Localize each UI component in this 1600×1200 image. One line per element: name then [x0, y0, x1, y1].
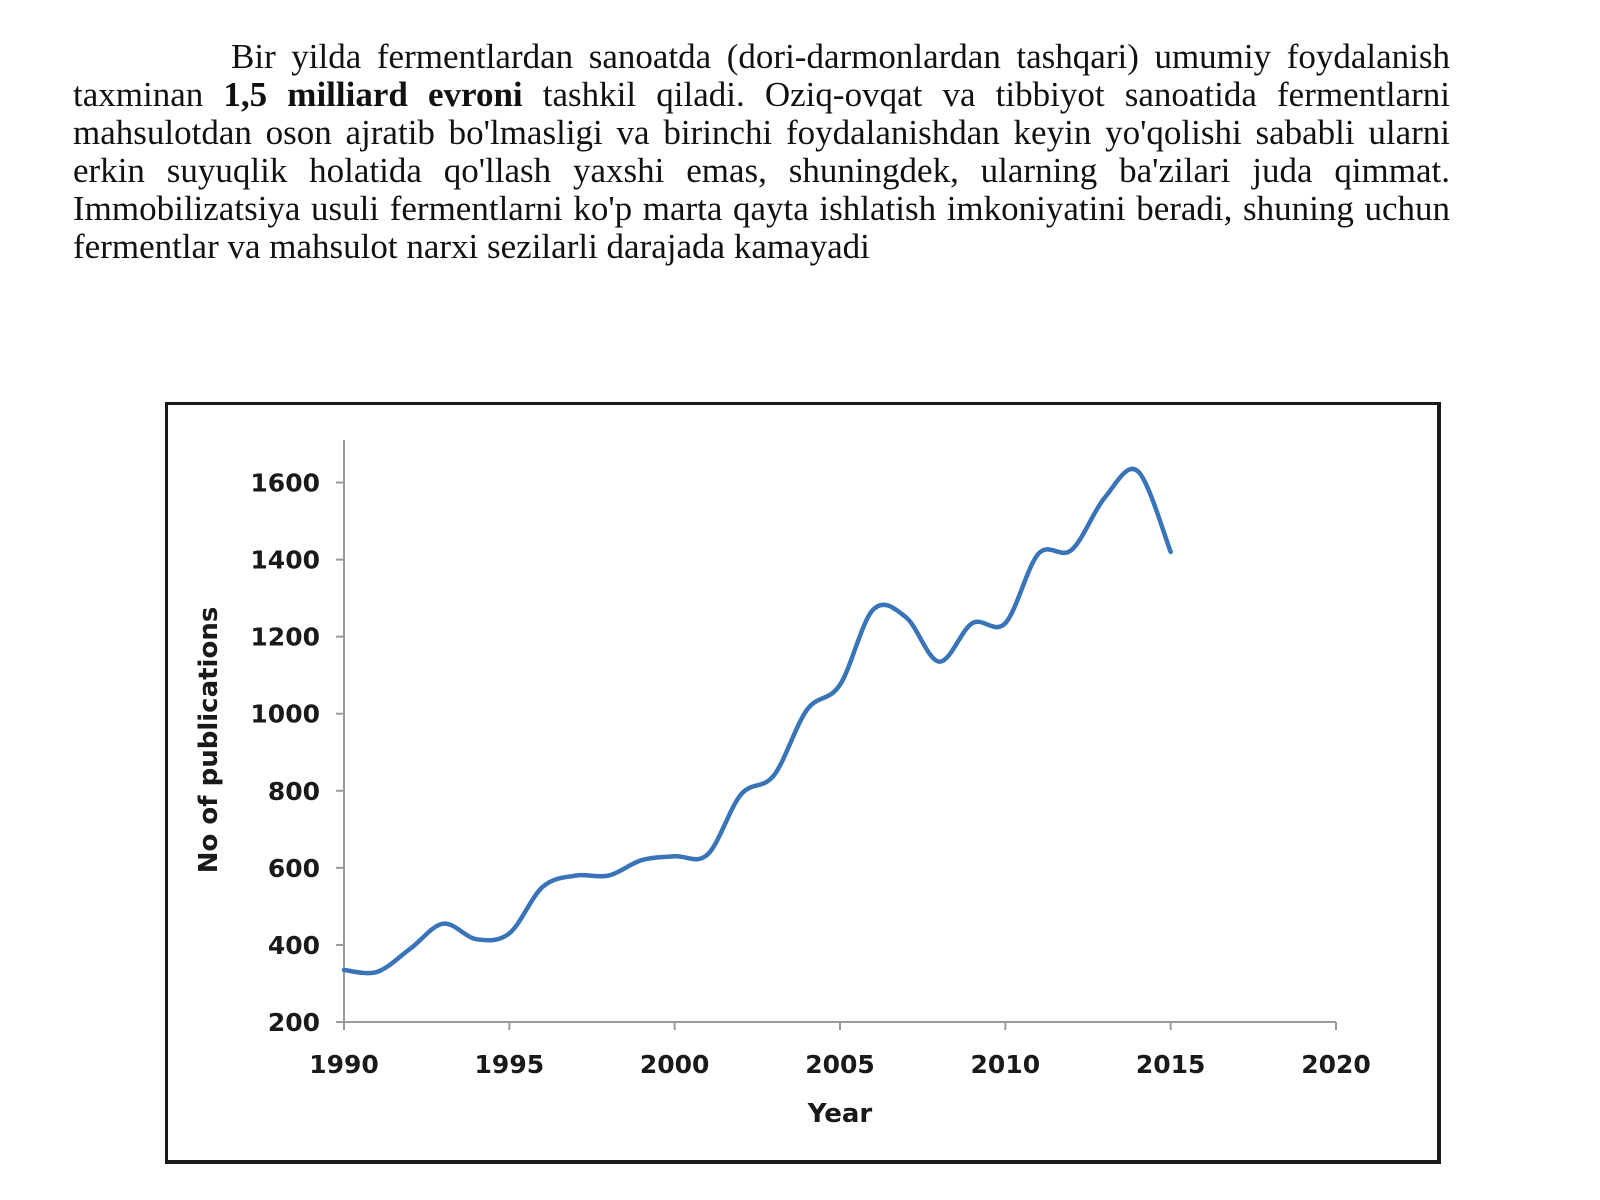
paragraph-text-1: Bir yilda fermentlardan sanoatda (dori-darmonlardan tashqari) umumiy foydalanish taxminan [73, 37, 1450, 114]
y-tick-label: 1200 [250, 622, 320, 652]
x-tick-label: 2000 [639, 1050, 710, 1079]
x-axis-title: Year [807, 1099, 873, 1129]
x-tick-label: 2010 [970, 1050, 1041, 1079]
y-axis-title: No of publications [194, 606, 224, 874]
y-tick-label: 1400 [250, 545, 320, 575]
y-tick-label: 600 [267, 853, 320, 883]
chart-frame [165, 402, 1441, 1164]
x-tick-label: 2020 [1301, 1050, 1371, 1079]
y-tick-label: 1600 [250, 468, 320, 498]
chart-axes [344, 440, 1336, 1022]
publications-line-chart [168, 405, 1437, 1160]
y-axis-ticks [250, 469, 344, 1037]
x-tick-label: 2015 [1135, 1050, 1206, 1079]
y-tick-label: 1000 [250, 699, 320, 729]
chart-series [344, 469, 1171, 973]
paragraph-text-2: tashkil qiladi. Oziq-ovqat va tibbiyot sanoatida fermentlarni mahsulotdan oson ajratib bo'lmasligi va birinchi foydalanishdan keyin yo'qolishi sababli ularni erkin suyuqlik holatida qo'llash yaxshi emas, shuningdek, ularning ba'zilari juda qimmat. Immobilizatsiya usuli fermentlarni ko'p marta qayta ishlatish imkoniyatini beradi, shuning uchun fermentlar va mahsulot narxi sezilarli darajada kamayadi [73, 75, 1450, 266]
y-tick-label: 800 [267, 776, 320, 806]
series-line [344, 469, 1171, 973]
x-tick-label: 1995 [474, 1050, 545, 1079]
x-axis-ticks [309, 1022, 1371, 1079]
y-tick-label: 400 [267, 930, 320, 960]
x-tick-label: 2005 [805, 1050, 875, 1079]
x-tick-label: 1990 [309, 1050, 379, 1079]
paragraph-bold-amount: 1,5 milliard evroni [223, 75, 523, 114]
y-tick-label: 200 [267, 1008, 320, 1037]
body-paragraph [73, 38, 1450, 266]
